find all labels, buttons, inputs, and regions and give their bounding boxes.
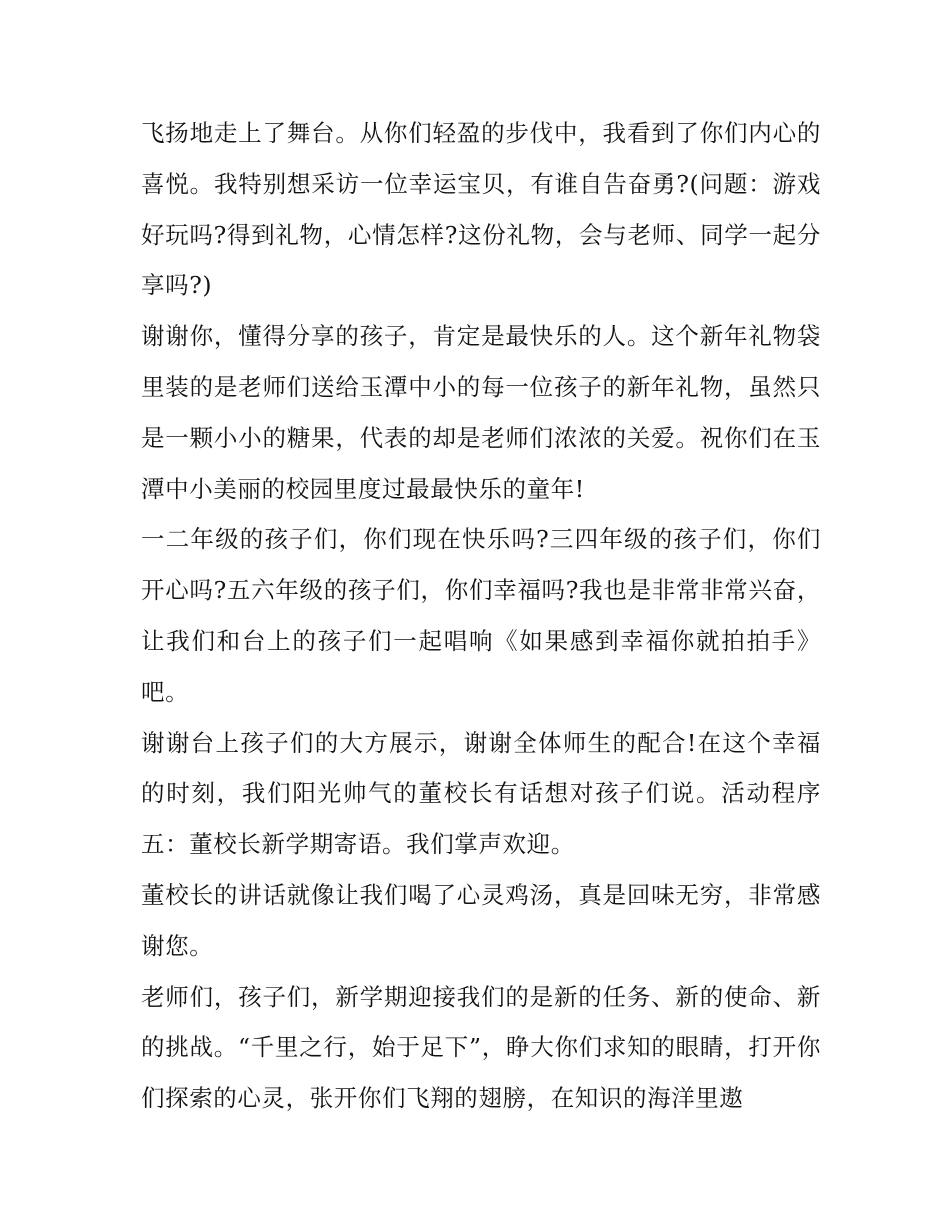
paragraph-3: 一二年级的孩子们，你们现在快乐吗?三四年级的孩子们，你们开心吗?五六年级的孩子们，你们幸福吗?我也是非常非常兴奋，让我们和台上的孩子们一起唱响《如果感到幸福你就拍拍手》吧。 (141, 525, 821, 706)
paragraph-1: 飞扬地走上了舞台。从你们轻盈的步伐中，我看到了你们内心的喜悦。我特别想采访一位幸运宝贝，有谁自告奋勇?(问题：游戏好玩吗?得到礼物，心情怎样?这份礼物，会与老师、同学一起分享吗?) (141, 119, 821, 300)
paragraph-6: 老师们，孩子们，新学期迎接我们的是新的任务、新的使命、新的挑战。“千里之行，始于足下”，睁大你们求知的眼睛，打开你们探索的心灵，张开你们飞翔的翅膀，在知识的海洋里遨 (141, 982, 821, 1113)
paragraph-2: 谢谢你，懂得分享的孩子，肯定是最快乐的人。这个新年礼物袋里装的是老师们送给玉潭中小的每一位孩子的新年礼物，虽然只是一颗小小的糖果，代表的却是老师们浓浓的关爱。祝你们在玉潭中小美丽的校园里度过最最快乐的童年! (141, 322, 821, 503)
body-text (141, 108, 821, 1124)
paragraph-5: 董校长的讲话就像让我们喝了心灵鸡汤，真是回味无穷，非常感谢您。 (141, 880, 821, 960)
paragraph-4: 谢谢台上孩子们的大方展示，谢谢全体师生的配合!在这个幸福的时刻，我们阳光帅气的董校长有话想对孩子们说。活动程序五：董校长新学期寄语。我们掌声欢迎。 (141, 728, 821, 859)
